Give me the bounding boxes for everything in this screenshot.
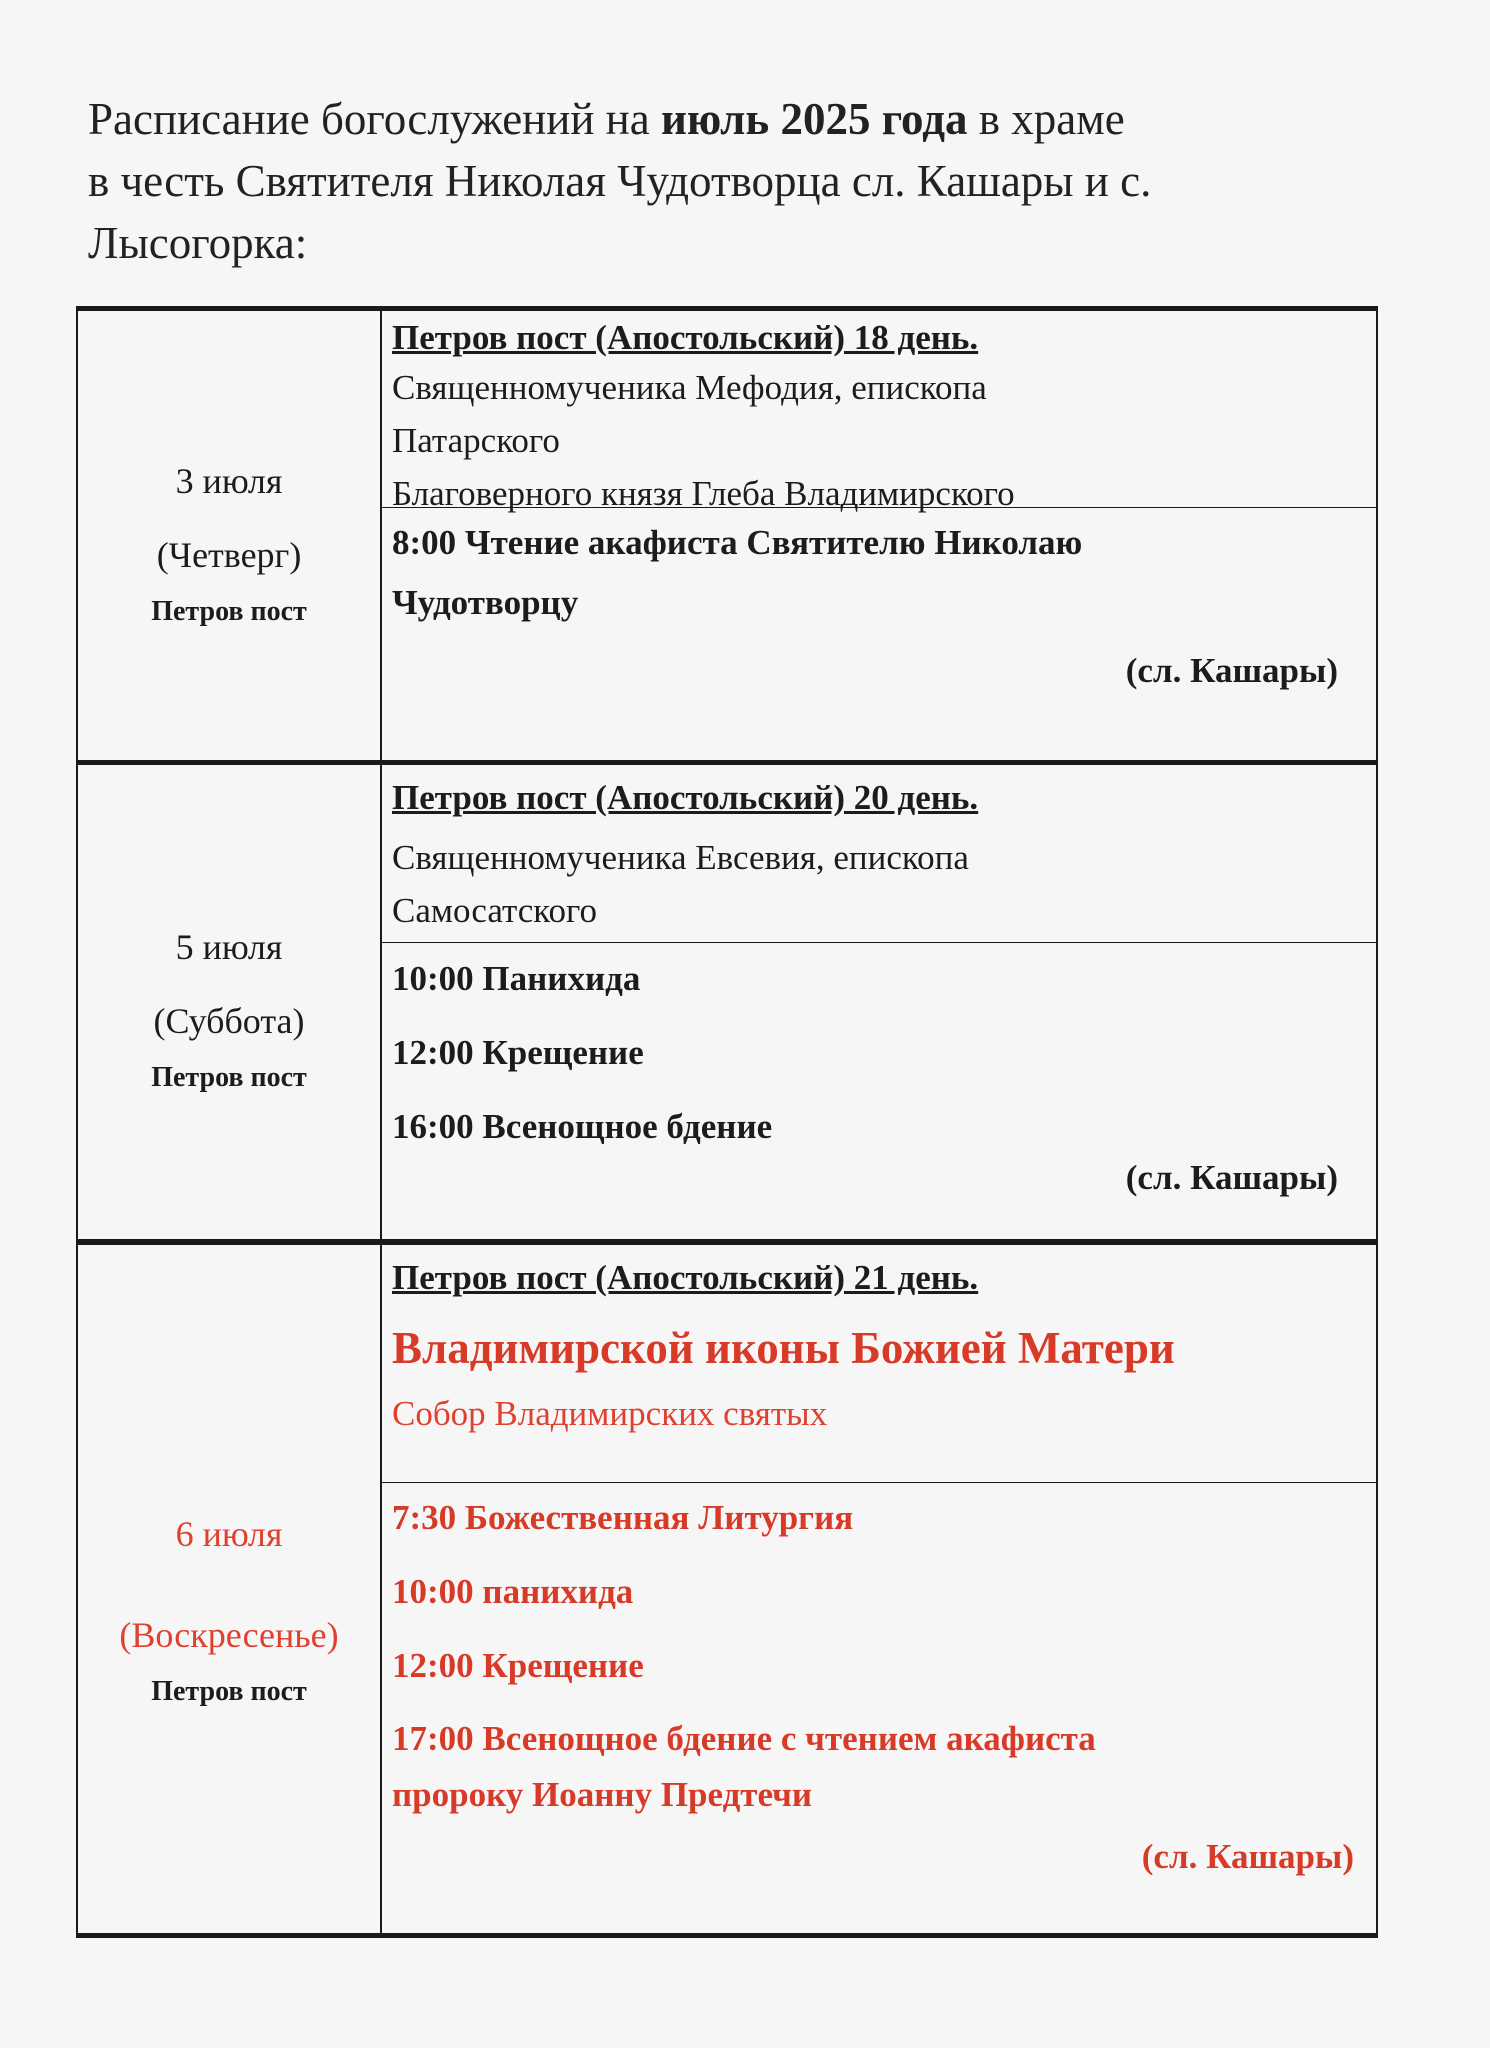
date-cell	[78, 765, 382, 1239]
title-prefix: Расписание богослужений на	[88, 94, 661, 144]
fast-day: Петров пост (Апостольский) 21 день.	[392, 1258, 979, 1297]
service-line: 17:00 Всенощное бдение с чтением акафиста	[392, 1719, 1096, 1758]
services-section	[380, 505, 1376, 760]
service-line: 7:30 Божественная Литургия	[392, 1498, 854, 1537]
location: (сл. Кашары)	[1125, 1158, 1338, 1197]
weekday: (Суббота)	[153, 1001, 305, 1041]
fast-note: Петров пост	[151, 1676, 307, 1707]
fast-note: Петров пост	[151, 595, 307, 627]
fast-day: Петров пост (Апостольский) 20 день.	[392, 778, 979, 817]
page-title	[88, 88, 1388, 274]
service-line: 12:00 Крещение	[392, 1033, 644, 1072]
date: 5 июля	[175, 927, 283, 967]
date: 3 июля	[175, 460, 283, 501]
content-cell	[380, 311, 1376, 760]
weekday: (Четверг)	[156, 534, 302, 575]
service-line: 8:00 Чтение акафиста Святителю Николаю	[392, 523, 1083, 562]
services-section	[380, 942, 1376, 1239]
title-line-2: в честь Святителя Николая Чудотворца сл. Кашары и с.	[88, 156, 1152, 206]
saints-section	[380, 1245, 1376, 1483]
saints-section	[380, 765, 1376, 943]
fast-day: Петров пост (Апостольский) 18 день.	[392, 318, 979, 357]
title-suffix: в храме	[967, 94, 1125, 144]
title-month: июль 2025 года	[660, 94, 968, 144]
location: (сл. Кашары)	[1141, 1837, 1354, 1876]
service-line: Чудотворцу	[392, 583, 579, 622]
service-line: 10:00 Панихида	[392, 959, 641, 998]
title-line-3: Лысогорка:	[88, 218, 308, 268]
fast-note: Петров пост	[151, 1062, 307, 1093]
schedule-day-block	[76, 760, 1378, 1244]
service-line: 10:00 панихида	[392, 1572, 634, 1611]
schedule-day-block	[76, 306, 1378, 765]
saints-section	[380, 311, 1376, 513]
weekday: (Воскресенье)	[119, 1615, 339, 1655]
content-cell	[380, 1245, 1376, 1933]
schedule-day-block	[76, 1240, 1378, 1938]
feast-title: Владимирской иконы Божией Матери	[392, 1323, 1175, 1373]
saint-line: Благоверного князя Глеба Владимирского	[392, 474, 1015, 513]
feast-subtitle: Собор Владимирских святых	[392, 1394, 828, 1433]
service-line: 16:00 Всенощное бдение	[392, 1107, 773, 1146]
content-cell	[380, 765, 1376, 1239]
date-cell	[78, 1245, 382, 1933]
date: 6 июля	[175, 1514, 283, 1554]
saint-line: Священномученика Евсевия, епископа	[392, 838, 969, 877]
service-line: 12:00 Крещение	[392, 1646, 644, 1685]
location: (сл. Кашары)	[1125, 651, 1338, 690]
saint-line: Священномученика Мефодия, епископа	[392, 368, 987, 407]
date-cell	[78, 311, 382, 760]
service-line: пророку Иоанну Предтечи	[392, 1775, 813, 1814]
saint-line: Патарского	[392, 421, 560, 460]
saint-line: Самосатского	[392, 891, 597, 930]
services-section	[380, 1481, 1376, 1933]
